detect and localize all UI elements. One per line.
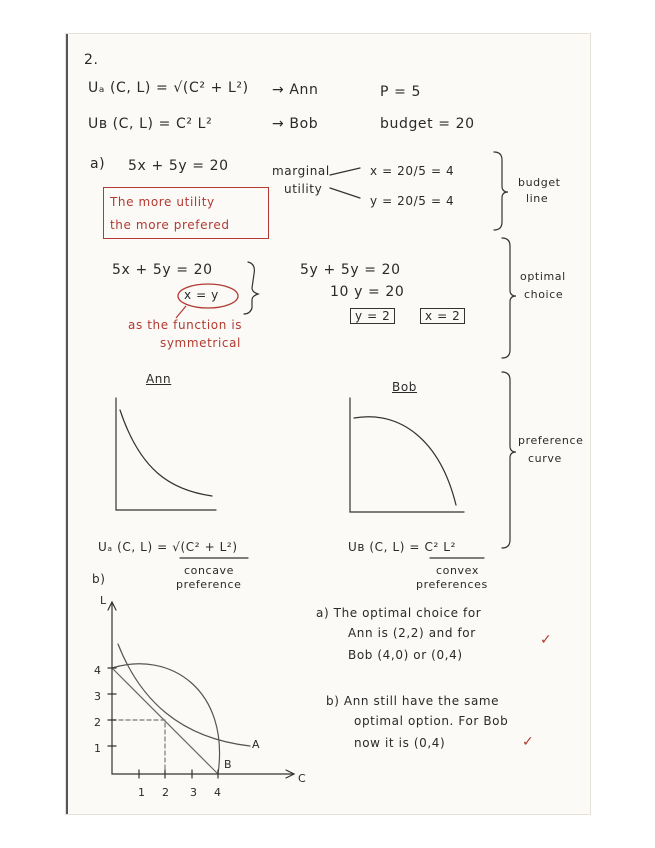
y-tick-1: 1	[94, 742, 102, 755]
utility-bob-bottom: Uʙ (C, L) = C² L²	[348, 540, 456, 554]
result-y: y = 2	[350, 308, 395, 324]
answer-b-1: b) Ann still have the same	[326, 694, 500, 708]
side-budget-1: budget	[518, 176, 561, 189]
curve-b-label: B	[224, 758, 233, 771]
mu-label-2: utility	[284, 182, 323, 196]
part-b-graph	[108, 602, 294, 778]
arrow-ann: → Ann	[272, 82, 319, 98]
y-tick-4: 4	[94, 664, 102, 677]
x-tick-1: 1	[138, 786, 146, 799]
budget-value: budget = 20	[380, 116, 475, 132]
x-equals-y-circle	[178, 284, 238, 308]
answer-a-3: Bob (4,0) or (0,4)	[348, 648, 463, 662]
red-note-1: The more utility	[110, 195, 215, 209]
symmetric-note-1: as the function is	[128, 318, 243, 332]
x-tick-4: 4	[214, 786, 222, 799]
checkmark-a-icon: ✓	[540, 632, 553, 648]
brace-optimal-choice	[502, 238, 516, 358]
mu-label-1: marginal	[272, 164, 330, 178]
part-b-label: b)	[92, 572, 106, 586]
answer-b-2: optimal option. For Bob	[354, 714, 509, 728]
mu-y: y = 20/5 = 4	[370, 194, 455, 208]
brace-budget-line	[494, 152, 508, 230]
solve-step-1: 5y + 5y = 20	[300, 262, 401, 278]
side-optimal-2: choice	[524, 288, 564, 301]
problem-number: 2.	[84, 52, 99, 68]
y-tick-2: 2	[94, 716, 102, 729]
side-budget-2: line	[526, 192, 549, 205]
utility-bob: Uʙ (C, L) = C² L²	[88, 116, 213, 132]
symmetric-note-2: symmetrical	[160, 336, 241, 350]
arrow-bob: → Bob	[272, 116, 319, 132]
budget-equation: 5x + 5y = 20	[128, 158, 229, 174]
result-x: x = 2	[420, 308, 465, 324]
x-equals-y: x = y	[184, 288, 219, 302]
ann-graph-label: Ann	[146, 372, 172, 386]
brace-system	[244, 262, 258, 314]
answer-a-1: a) The optimal choice for	[316, 606, 482, 620]
side-pref-1: preference	[518, 434, 584, 447]
side-optimal-1: optimal	[520, 270, 566, 283]
y-tick-3: 3	[94, 690, 102, 703]
brace-preference-curve	[502, 372, 516, 548]
mu-arrow-y	[330, 188, 360, 198]
x-tick-3: 3	[190, 786, 198, 799]
solve-step-2: 10 y = 20	[330, 284, 405, 300]
mu-x: x = 20/5 = 4	[370, 164, 455, 178]
x-tick-2: 2	[162, 786, 170, 799]
curve-a-label: A	[252, 738, 261, 751]
answer-a-2: Ann is (2,2) and for	[348, 626, 476, 640]
axis-l-label: L	[100, 594, 107, 607]
answer-b-3: now it is (0,4)	[354, 736, 446, 750]
utility-ann: Uₐ (C, L) = √(C² + L²)	[88, 80, 249, 96]
utility-ann-bottom: Uₐ (C, L) = √(C² + L²)	[98, 540, 238, 554]
axis-c-label: C	[298, 772, 307, 785]
convex-label-2: preferences	[416, 578, 488, 591]
concave-label-2: preference	[176, 578, 242, 591]
price: P = 5	[380, 84, 421, 100]
mu-arrow-x	[330, 168, 360, 175]
concave-label-1: concave	[184, 564, 235, 577]
checkmark-b-icon: ✓	[522, 734, 535, 750]
part-a-label: a)	[90, 156, 106, 172]
system-equation: 5x + 5y = 20	[112, 262, 213, 278]
red-note-2: the more prefered	[110, 218, 230, 232]
bob-graph-label: Bob	[392, 380, 417, 394]
convex-label-1: convex	[436, 564, 479, 577]
side-pref-2: curve	[528, 452, 562, 465]
